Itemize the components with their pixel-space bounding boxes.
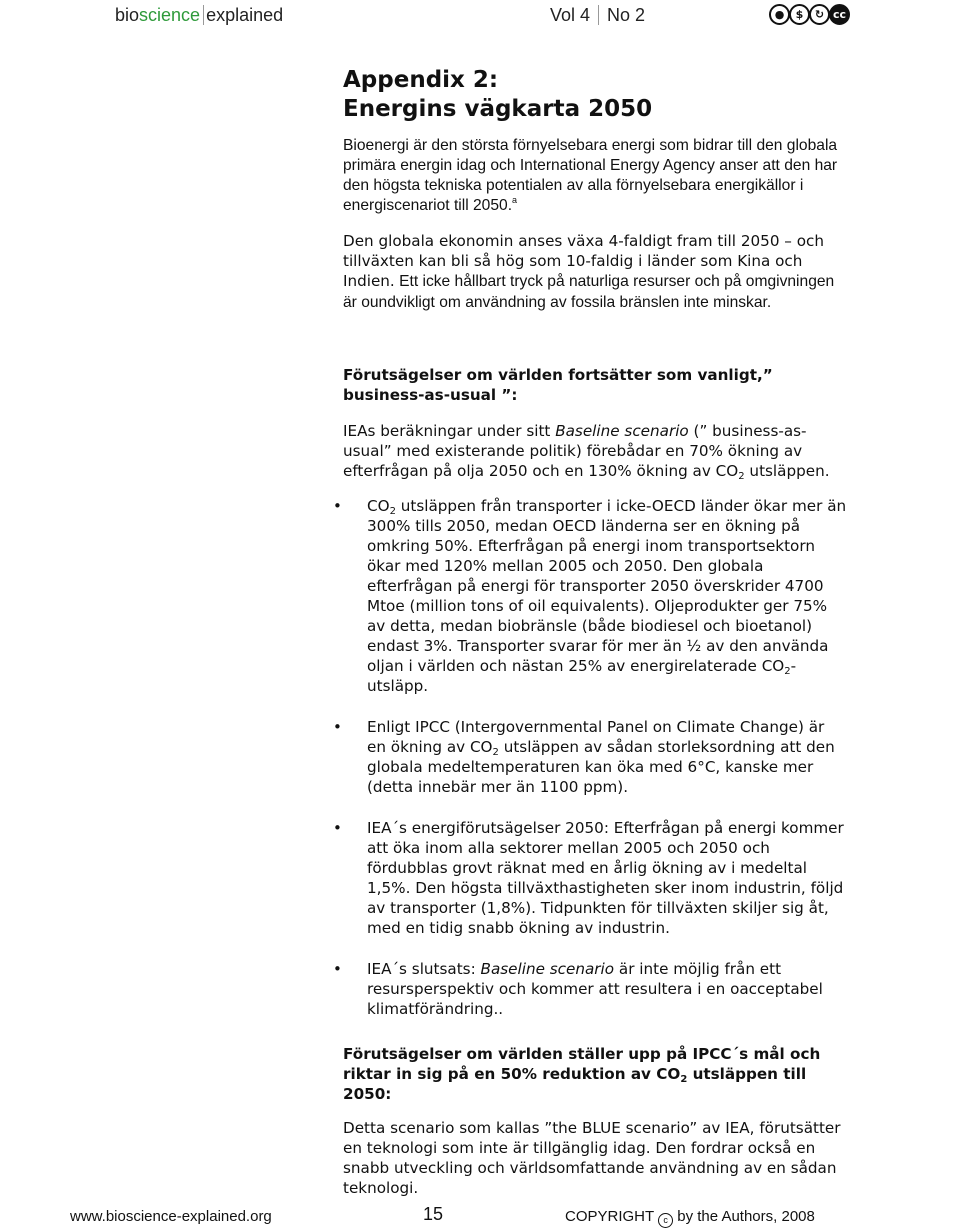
bullet-list — [343, 496, 848, 1019]
text-span: utsläppen av sådan storleksordning att den globala medeltemperaturen kan öka med 6°C, kanske mer (detta innebär mer än 1100 ppm). — [367, 738, 835, 796]
license-badges — [769, 4, 849, 25]
italic-term: Baseline scenario — [480, 960, 615, 978]
text-span: utsläppen till 2050: — [343, 1065, 807, 1103]
section-heading-baseline: Förutsägelser om världen fortsätter som vanligt,” business-as-usual ”: — [343, 366, 773, 404]
section-paragraph-baseline — [343, 421, 848, 481]
text-span: Enligt IPCC (Intergovernmental Panel on Climate Change) är en ökning av CO — [367, 718, 825, 756]
footnote-marker: a — [512, 195, 518, 205]
text-span: utsläppen. — [744, 462, 830, 480]
intro-paragraph-2 — [343, 231, 848, 313]
list-item — [343, 496, 848, 696]
subscript: 2 — [389, 506, 396, 517]
volume-label: Vol 4 — [550, 5, 591, 25]
subscript: 2 — [784, 666, 791, 677]
article-body — [343, 66, 848, 1213]
text-span: -utsläpp. — [367, 657, 797, 695]
subscript: 2 — [680, 1074, 688, 1085]
list-item — [343, 717, 848, 797]
section-heading-ipcc — [343, 1044, 848, 1104]
issue-number: No 2 — [607, 5, 646, 25]
by-icon: ● — [769, 4, 790, 25]
header-divider — [203, 5, 204, 25]
subscript: 2 — [492, 747, 499, 758]
text-span: utsläppen från transporter i icke-OECD länder ökar mer än 300% tills 2050, medan OECD länderna ser en ökning på omkring 50%. Efterfrågan på energi inom transportsektorn ökar med 120% mellan 2005 och 2050. Den globala efterfrågan på energi för transporter 2050 överskrider 4700 Mtoe (million tons of oil equivalents). Oljeprodukter ger 75% av detta, medan biobränsle (både biodiesel och bioetanol) endast 3%. Transporter svarar för mer än ½ av den använda oljan i världen och nästan 25% av energirelaterade CO — [367, 497, 847, 675]
page-footer — [0, 1205, 960, 1225]
brand-part-science: science — [139, 5, 201, 25]
text-span: IEAs beräkningar under sitt — [343, 422, 556, 440]
text-span: IEA´s slutsats: — [367, 960, 481, 978]
text-span: Förutsägelser om världen ställer upp på IPCC´s mål och riktar in sig på en 50% reduktion av CO — [343, 1045, 821, 1083]
intro-text-2: Den globala ekonomin anses växa 4-faldigt fram till 2050 – och tillväxten kan bli så hög som 10-faldig i länder som Kina och Indien. — [343, 232, 824, 290]
text-span: by the Authors, 2008 — [677, 1208, 815, 1225]
section-paragraph-blue: Detta scenario som kallas ”the BLUE scenario” av IEA, förutsätter en teknologi som inte är tillgänglig idag. Den fordrar också en snabb utveckling och världsomfattande användning av en sådan teknologi. — [343, 1119, 841, 1197]
list-item — [343, 959, 848, 1019]
header-divider — [598, 5, 599, 25]
title-line-1: Appendix 2: — [343, 67, 499, 93]
intro-paragraph-1 — [343, 136, 848, 216]
sa-icon: ↻ — [809, 4, 830, 25]
copyright-icon: c — [658, 1213, 673, 1228]
brand-logo — [115, 5, 283, 26]
title-line-2: Energins vägkarta 2050 — [343, 96, 653, 122]
cc-icon: cc — [829, 4, 850, 25]
subscript: 2 — [738, 471, 745, 482]
page-title — [343, 66, 848, 124]
list-item: • IEA´s energiförutsägelser 2050: Efterfrågan på energi kommer att öka inom alla sektorer mellan 2005 och 2050 och fördubblas grovt räknat med en årlig ökning av i medeltal 1,5%. Den högsta tillväxthastigheten sker inom industrin, följd av transporter (1,8%). Tidpunkten för tillväxten skiljer sig åt, med en tidig snabb ökning av industrin. — [343, 818, 848, 938]
page-header — [0, 0, 960, 40]
text-span: COPYRIGHT — [565, 1208, 654, 1225]
brand-part-bio: bio — [115, 5, 140, 25]
nc-icon: $ — [789, 4, 810, 25]
intro-text-1: Bioenergi är den största förnyelsebara energi som bidrar till den globala primära energin idag och International Energy Agency anser att den har den högsta tekniska potentialen av alla förnyelsebara energikällor i energiscenariot till 2050. — [343, 137, 838, 214]
brand-part-explained: explained — [206, 5, 284, 25]
italic-term: Baseline scenario — [555, 422, 689, 440]
text-span: är inte möjlig från ett resursperspektiv och kommer att resultera i en oacceptabel klimatförändring.. — [367, 960, 823, 1018]
page-number: 15 — [423, 1204, 444, 1224]
footer-url[interactable]: www.bioscience-explained.org — [70, 1208, 272, 1225]
issue-info — [550, 5, 645, 26]
text-span: CO — [367, 497, 390, 515]
footer-copyright — [565, 1208, 815, 1228]
text-span: (” business-as-usual” med existerande politik) förebådar en 70% ökning av efterfrågan på olja 2050 och en 130% ökning av CO — [343, 422, 807, 480]
intro-text-2b: Ett icke hållbart tryck på naturliga resurser och på omgivningen är oundvikligt om användning av fossila bränslen inte minskar. — [343, 273, 835, 311]
